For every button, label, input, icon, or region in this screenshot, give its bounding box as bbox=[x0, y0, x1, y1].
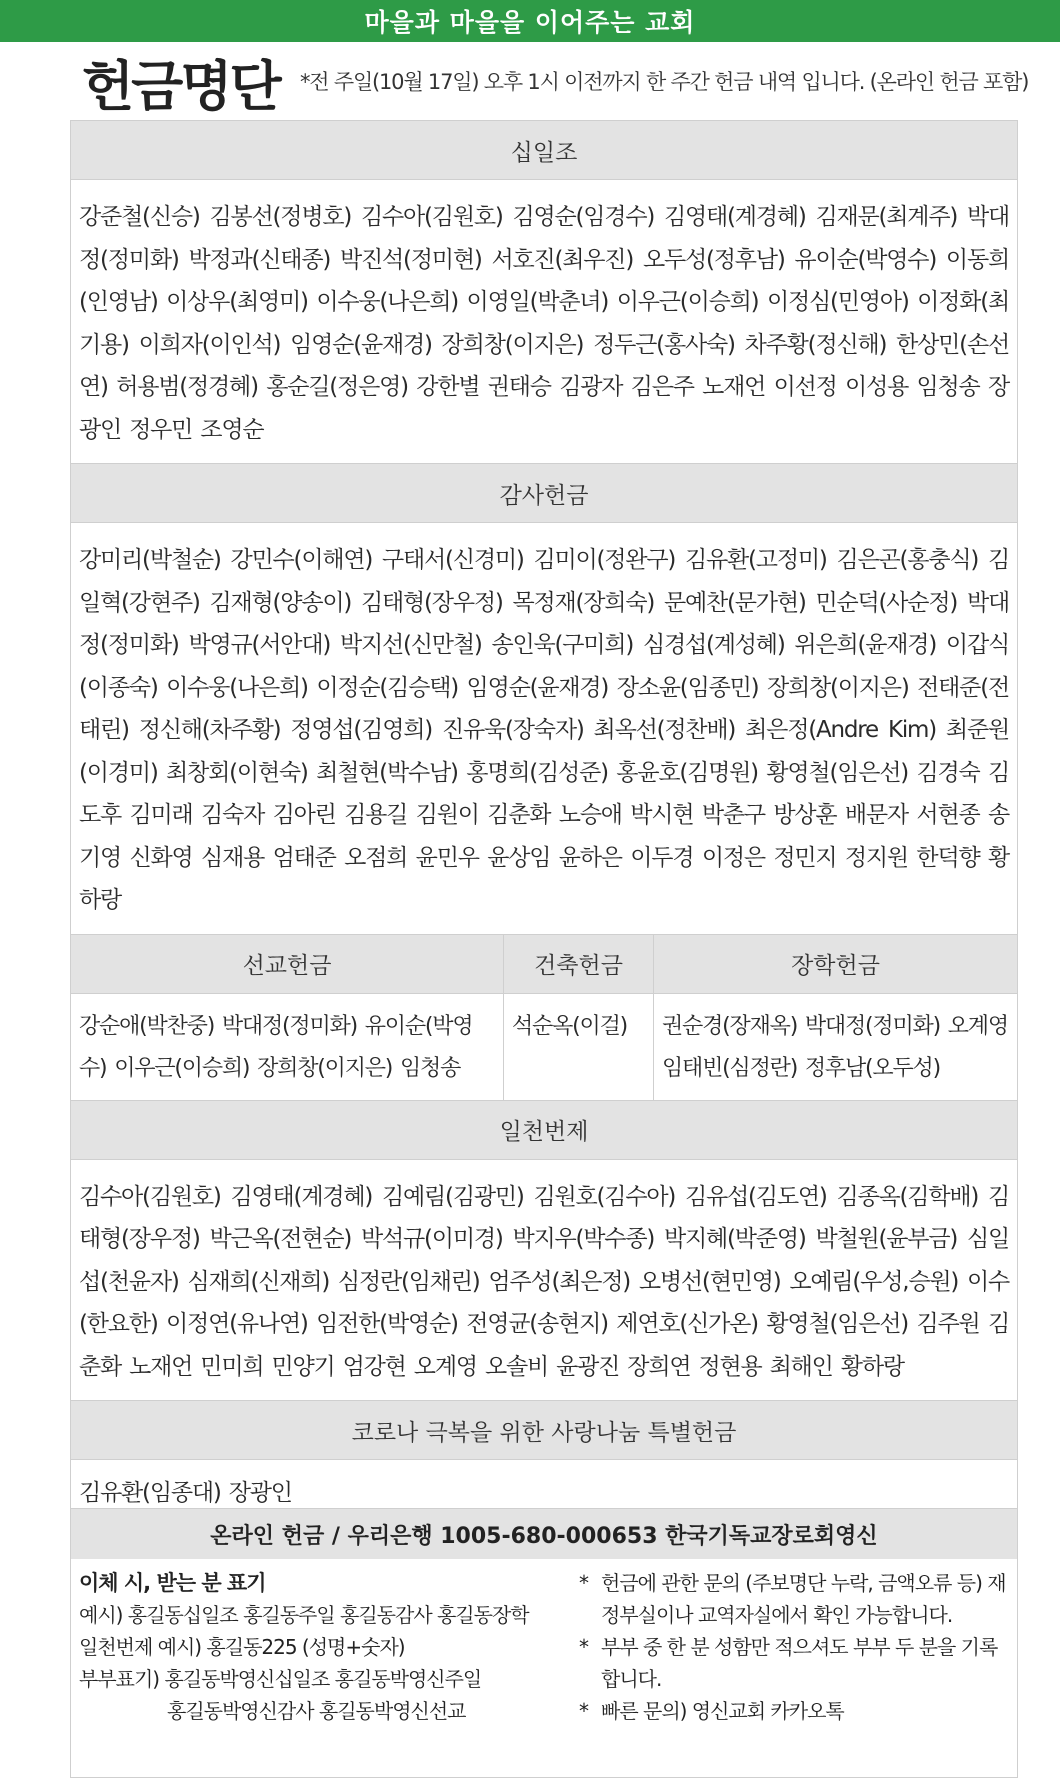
three-offering-row bbox=[71, 934, 1017, 1101]
building-names: 석순옥(이걸) bbox=[512, 1013, 628, 1039]
tithe-names: 강준철(신승) 김봉선(정병호) 김수아(김원호) 김영순(임경수) 김영태(계경혜) 김재문(최계주) 박대정(정미화) 박정과(신태종) 박진석(정미현) 서호진(최우진) 오두성(정후남) 유이순(박영수) 이동희(인영남) 이상우(최영미) 이수웅(나은희) 이영일(박춘녀) 이우근(이승희) 이정심(민영아) 이정화(최기용) 이희자(이인석) 임영순(윤재경) 장희창(이지은) 정두근(홍사숙) 차주황(정신해) 한상민(손선연) 허용범(정경혜) 홍순길(정은영) 강한별 권태승 김광자 김은주 노재언 이선정 이성용 임청송 장광인 정우민 조영순 bbox=[79, 204, 1009, 443]
bullet-star: * bbox=[579, 1571, 588, 1595]
bank-account-heading: 온라인 헌금 / 우리은행 1005-680-000653 한국기독교장로회영신 bbox=[71, 1509, 1017, 1559]
inquiry-note-3 bbox=[579, 1695, 1009, 1727]
building-section bbox=[503, 935, 653, 1100]
ilcheon-names: 김수아(김원호) 김영태(계경혜) 김예림(김광민) 김원호(김수아) 김유섭(김도연) 김종옥(김학배) 김태형(장우정) 박근옥(전현순) 박석규(이미경) 박지우(박수종) 박지혜(박준영) 박철원(윤부금) 심일섭(천윤자) 심재희(신재희) 심정란(임채린) 엄주성(최은정) 오병선(현민영) 오예림(우성,승원) 이수(한요한) 이정연(유나연) 임전한(박영순) 전영균(송현지) 제연호(신가온) 황영철(임은선) 김주원 김춘화 노재언 민미희 민양기 엄강현 오계영 오솔비 윤광진 장희연 정현용 최해인 황하랑 bbox=[79, 1183, 1009, 1380]
thanks-heading: 감사헌금 bbox=[71, 464, 1017, 523]
corona-names: 김유환(임종대) 장광인 bbox=[79, 1480, 292, 1506]
church-slogan-banner: 마을과 마을을 이어주는 교회 bbox=[0, 0, 1060, 42]
tithe-section bbox=[71, 121, 1017, 463]
thanks-section bbox=[71, 463, 1017, 934]
page-title: 헌금명단 bbox=[82, 54, 279, 118]
inquiry-note-3-text: 빠른 문의) 영신교회 카카오톡 bbox=[601, 1699, 844, 1723]
transfer-title: 이체 시, 받는 분 표기 bbox=[79, 1571, 266, 1595]
corona-heading: 코로나 극복을 위한 사랑나눔 특별헌금 bbox=[71, 1401, 1017, 1460]
mission-names: 강순애(박찬중) 박대정(정미화) 유이순(박영수) 이우근(이승희) 장희창(이지은) 임청송 bbox=[79, 1013, 473, 1081]
transfer-example-3: 부부표기) 홍길동박영신십일조 홍길동박영신주일 bbox=[79, 1667, 482, 1691]
thanks-names: 강미리(박철순) 강민수(이해연) 구태서(신경미) 김미이(정완구) 김유환(고정미) 김은곤(홍충식) 김일혁(강현주) 김재형(양송이) 김태형(장우정) 목정재(장희숙) 문예찬(문가현) 민순덕(사순정) 박대정(정미화) 박영규(서안대) 박지선(신만철) 송인욱(구미희) 심경섭(계성혜) 위은희(윤재경) 이갑식(이종숙) 이수웅(나은희) 이정순(김승택) 임영순(윤재경) 장소윤(임종민) 장희창(이지은) 전태준(전태린) 정신해(차주황) 정영섭(김영희) 진유욱(장숙자) 최옥선(정찬배) 최은정(Andre Kim) 최준원(이경미) 최창회(이현숙) 최철현(박수남) 홍명희(김성준) 홍윤호(김명원) 황영철(임은선) 김경숙 김도후 김미래 김숙자 김아린 김용길 김원이 김춘화 노승애 박시현 박춘구 방상훈 배문자 서현종 송기영 신화영 심재용 엄태준 오점희 윤민우 윤상임 윤하은 이두경 이정은 정민지 정지원 한덕향 황하랑 bbox=[79, 547, 1009, 913]
corona-section bbox=[71, 1400, 1017, 1523]
scholarship-heading: 장학헌금 bbox=[654, 935, 1017, 994]
building-heading: 건축헌금 bbox=[504, 935, 653, 994]
offering-list-box bbox=[70, 120, 1018, 1524]
inquiry-notes bbox=[579, 1567, 1009, 1727]
ilcheon-section bbox=[71, 1101, 1017, 1401]
inquiry-note-1-text: 헌금에 관한 문의 (주보명단 누락, 금액오류 등) 재정부실이나 교역자실에서 확인 가능합니다. bbox=[601, 1571, 1006, 1627]
mission-section bbox=[71, 935, 503, 1100]
transfer-example-4: 홍길동박영신감사 홍길동박영신선교 bbox=[167, 1699, 466, 1723]
bullet-star: * bbox=[579, 1699, 588, 1723]
bullet-star: * bbox=[579, 1635, 588, 1659]
ilcheon-heading: 일천번제 bbox=[71, 1101, 1017, 1160]
scholarship-names: 권순경(장재옥) 박대정(정미화) 오계영 임태빈(심정란) 정후남(오두성) bbox=[662, 1013, 1008, 1081]
period-note: *전 주일(10월 17일) 오후 1시 이전까지 한 주간 헌금 내역 입니다. (온라인 헌금 포함) bbox=[300, 70, 1029, 94]
tithe-heading: 십일조 bbox=[71, 121, 1017, 180]
transfer-instructions bbox=[79, 1567, 579, 1727]
online-offering-box bbox=[70, 1508, 1018, 1778]
inquiry-note-2 bbox=[579, 1631, 1009, 1695]
transfer-example-1: 예시) 홍길동십일조 홍길동주일 홍길동감사 홍길동장학 bbox=[79, 1603, 529, 1627]
mission-heading: 선교헌금 bbox=[71, 935, 503, 994]
transfer-example-2: 일천번제 예시) 홍길동225 (성명+숫자) bbox=[79, 1635, 405, 1659]
inquiry-note-2-text: 부부 중 한 분 성함만 적으셔도 부부 두 분을 기록합니다. bbox=[601, 1635, 998, 1691]
inquiry-note-1 bbox=[579, 1567, 1009, 1631]
scholarship-section bbox=[653, 935, 1017, 1100]
